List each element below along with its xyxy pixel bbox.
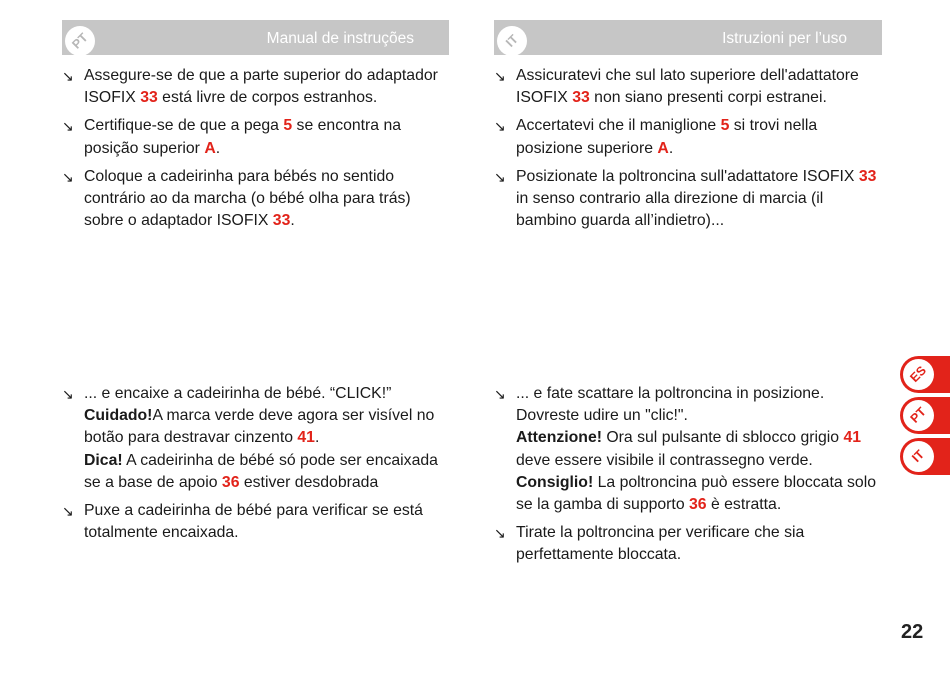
pt-header-bar	[62, 20, 449, 55]
arrow-bullet-icon: ↘	[494, 525, 506, 542]
arrow-bullet-icon: ↘	[62, 118, 74, 135]
arrow-bullet-icon: ↘	[62, 503, 74, 520]
pt-header-title: Manual de instruções	[266, 30, 414, 47]
pt-bottom-instructions	[62, 383, 454, 550]
side-tab-es[interactable]: ES	[900, 356, 950, 393]
list-item: ↘ Puxe a cadeirinha de bébé para verificar se está totalmente encaixada.	[62, 502, 423, 542]
arrow-bullet-icon: ↘	[62, 386, 74, 402]
list-item: ↘ Tirate la poltroncina per verificare che sia perfettamente bloccata.	[494, 524, 805, 564]
arrow-bullet-icon: ↘	[494, 68, 506, 84]
arrow-bullet-icon: ↘	[494, 168, 506, 185]
it-bottom-instructions	[494, 383, 882, 573]
list-item: ↘ ... e fate scattare la poltroncina in posizione. Dovreste udire un "clic!". Attenzione! Ora sul pulsante di sblocco grigio 41 deve essere visibile il contrassegno verde. Consiglio! La poltroncina può essere bloccata solo se la gamba di supporto 36 è estratta.	[494, 385, 876, 514]
list-item: ↘ Accertatevi che il maniglione 5 si trovi nella posizione superiore A.	[494, 117, 818, 157]
side-tab-it[interactable]: IT	[900, 438, 950, 475]
pt-language-badge: PT	[65, 26, 95, 56]
advice-label: Consiglio!	[516, 473, 594, 491]
arrow-bullet-icon: ↘	[62, 68, 74, 84]
it-header-title: Istruzioni per l’uso	[722, 30, 847, 47]
list-item: ↘ Coloque a cadeirinha para bébés no sentido contrário ao da marcha (o bébé olha para trás) sobre o adaptador ISOFIX 33.	[62, 167, 411, 230]
list-item: ↘ ... e encaixe a cadeirinha de bébé. “CLICK!” Cuidado!A marca verde deve agora ser visível no botão para destravar cinzento 41. Dica! A cadeirinha de bébé só pode ser encaixada se a base de apoio 36 estiver desdobrada	[62, 385, 438, 491]
it-language-badge: IT	[497, 26, 527, 56]
it-header-bar	[494, 20, 882, 55]
arrow-bullet-icon: ↘	[494, 118, 506, 135]
page-number: 22	[901, 621, 924, 643]
list-item: ↘ Certifique-se de que a pega 5 se encontra na posição superior A.	[62, 117, 402, 157]
list-item: ↘ Posizionate la poltroncina sull'adattatore ISOFIX 33 in senso contrario alla direzione di marcia (il bambino guarda all’indietro)...	[494, 167, 877, 230]
list-item: ↘ Assicuratevi che sul lato superiore dell'adattatore ISOFIX 33 non siano presenti corpi estranei.	[494, 67, 859, 107]
attention-label: Attenzione!	[516, 429, 602, 447]
arrow-bullet-icon: ↘	[494, 386, 506, 402]
side-tab-pt[interactable]: PT	[900, 397, 950, 434]
arrow-bullet-icon: ↘	[62, 168, 74, 185]
caution-label: Cuidado!	[84, 407, 153, 425]
it-top-instructions	[494, 65, 888, 238]
tip-label: Dica!	[84, 451, 123, 469]
list-item: ↘ Assegure-se de que a parte superior do adaptador ISOFIX 33 está livre de corpos estranhos.	[62, 67, 438, 107]
pt-top-instructions	[62, 65, 454, 238]
